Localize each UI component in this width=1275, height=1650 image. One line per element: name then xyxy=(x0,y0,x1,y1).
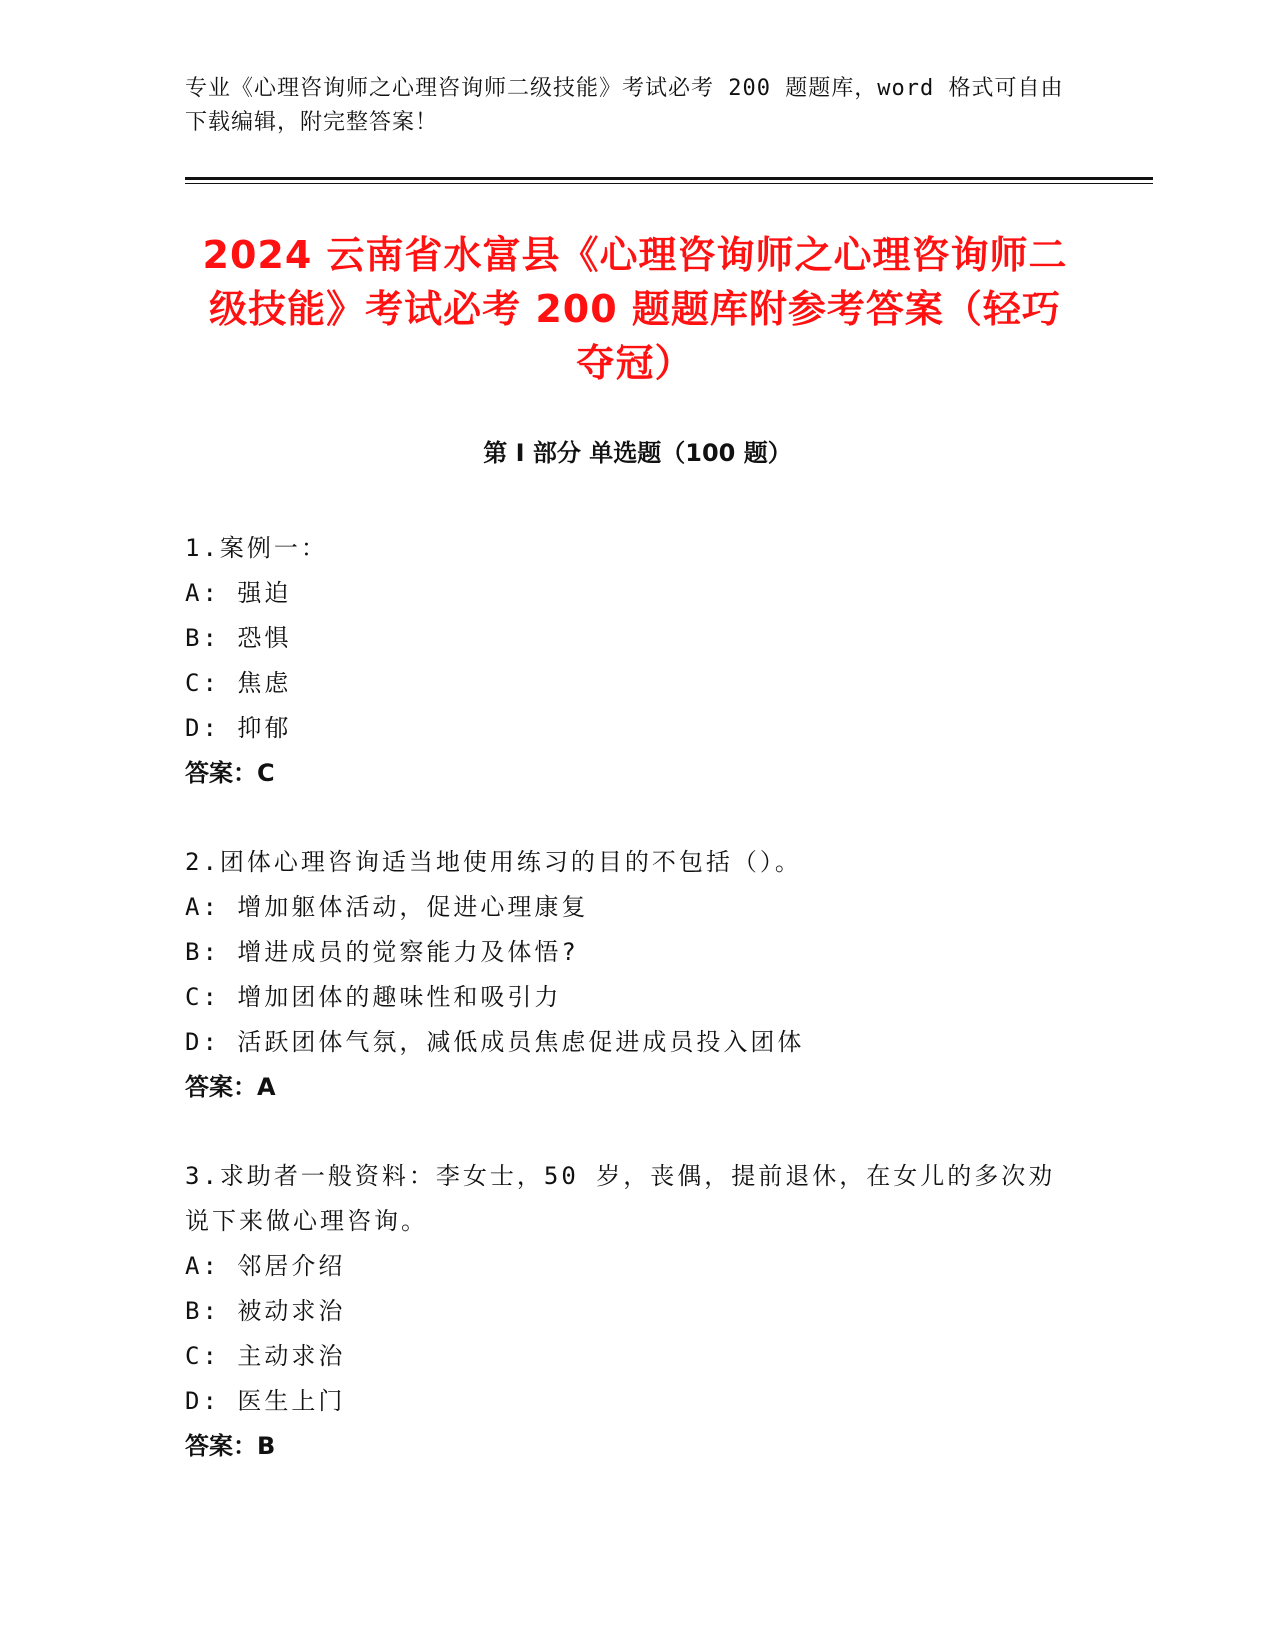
answer: 答案：C xyxy=(185,759,275,787)
option-b: B: 增进成员的觉察能力及体悟? xyxy=(185,938,579,966)
option-c: C: 主动求治 xyxy=(185,1342,346,1370)
answer: 答案：B xyxy=(185,1432,276,1460)
question-stem: 3.求助者一般资料：李女士，50 岁，丧偶，提前退休，在女儿的多次劝说下来做心理咨询。 xyxy=(185,1162,1056,1235)
option-d: D: 医生上门 xyxy=(185,1387,346,1415)
header-rule-thick xyxy=(185,177,1153,180)
option-b: B: 被动求治 xyxy=(185,1297,346,1325)
section-title: 第 I 部分 单选题（100 题） xyxy=(483,439,792,467)
option-a: A: 强迫 xyxy=(185,579,292,607)
document-title: 2024 云南省水富县《心理咨询师之心理咨询师二级技能》考试必考 200 题题库附参考答案（轻巧夺冠） xyxy=(202,233,1068,385)
question-list xyxy=(185,526,1065,1513)
question-3 xyxy=(185,1154,1065,1469)
option-a: A: 邻居介绍 xyxy=(185,1252,346,1280)
question-1 xyxy=(185,526,1065,796)
question-stem: 2.团体心理咨询适当地使用练习的目的不包括（）。 xyxy=(185,848,802,876)
header-rule-thin xyxy=(185,183,1153,184)
option-d: D: 活跃团体气氛，减低成员焦虑促进成员投入团体 xyxy=(185,1028,805,1056)
question-2 xyxy=(185,840,1065,1110)
option-d: D: 抑郁 xyxy=(185,714,292,742)
answer: 答案：A xyxy=(185,1073,276,1101)
option-c: C: 焦虑 xyxy=(185,669,292,697)
option-a: A: 增加躯体活动，促进心理康复 xyxy=(185,893,589,921)
question-stem: 1.案例一： xyxy=(185,534,328,562)
option-b: B: 恐惧 xyxy=(185,624,292,652)
header-note: 专业《心理咨询师之心理咨询师二级技能》考试必考 200 题题库，word 格式可自由下载编辑，附完整答案！ xyxy=(185,76,1064,135)
option-c: C: 增加团体的趣味性和吸引力 xyxy=(185,983,562,1011)
